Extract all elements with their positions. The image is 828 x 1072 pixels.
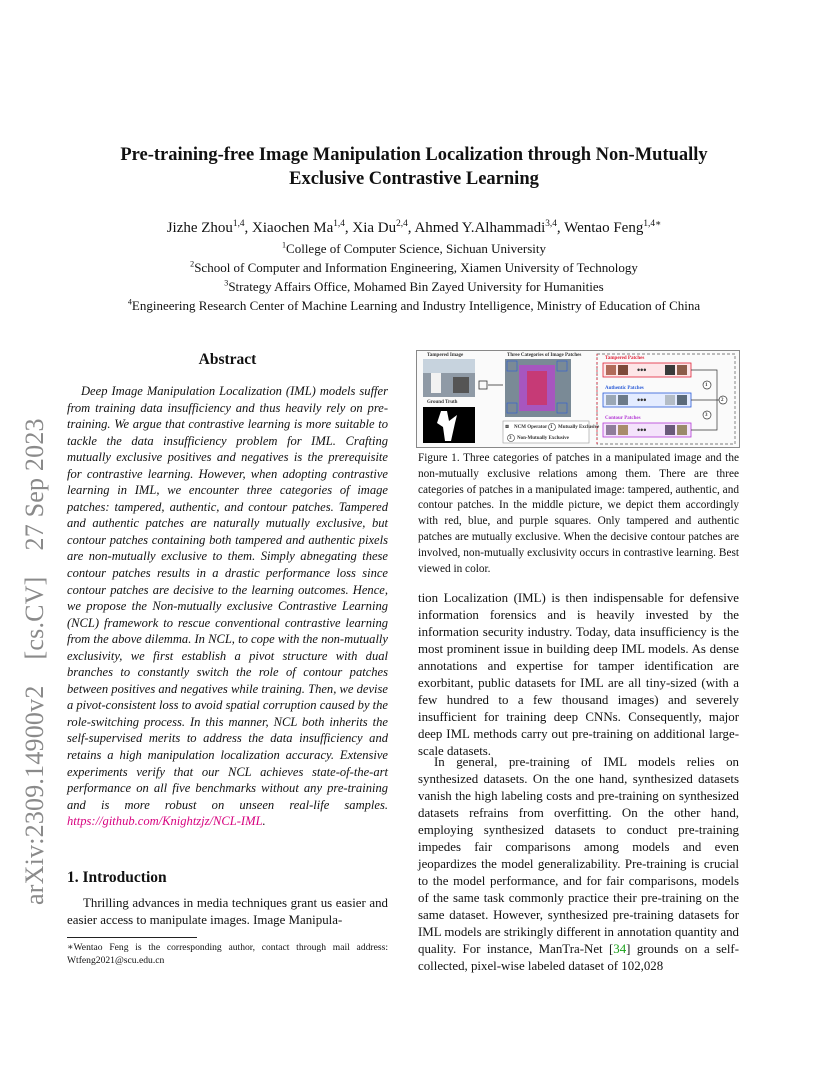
fig-dots-tampered: ••• [637, 365, 647, 375]
figure-1-diagram [417, 351, 739, 447]
fig-dots-contour: ••• [637, 425, 647, 435]
fig-label-non-mutually-exclusive: Non-Mutually Exclusive [517, 436, 569, 441]
author: Xiaochen Ma$^{1,4}$, [252, 219, 353, 236]
abstract-text: Deep Image Manipulation Localization (IML) models suffer from training data insufficiency and thus heavily rely on pre-training. We argue that contrastive learning is more suitable to tackle the data insufficiency problem for IML. Crafting mutually exclusive positives and negatives is the prerequisite for contrastive learning. However, when adopting contrastive learning in IML, we encounter three categories of image patches: tampered, authentic, and contour patches. Tampered and authentic patches are naturally mutually exclusive, but contour patches containing both tampered and authentic pixels are non-mutually exclusive to them. Simply abnegating these contour patches results in a drastic performance loss since contour patches are decisive to the learning outcomes. Hence, we propose the Non-mutually exclusive Contrastive Learning (NCL) framework to rescue conventional contrastive learning from the above dilemma. In NCL, to cope with the non-mutually exclusivity, we first establish a pivot structure with dual branches to constantly switch the role of contour patches between positives and negatives while training. Then, we devise a pivot-consistent loss to avoid spatial corruption caused by the role-switching process. In this manner, NCL both inherits the self-supervised merits to address the data insufficiency and retains a high manipulation localization accuracy. Extensive experiments verify that our NCL achieves state-of-the-art performance on all five benchmarks without any pre-training and is more robust on unseen real-life samples. [67, 384, 388, 812]
author-list [60, 219, 768, 238]
fig-circled-1-legend: 1 [550, 424, 553, 430]
figure-1 [416, 350, 740, 448]
fig-label-three-categories: Three Categories of Image Patches [507, 353, 582, 358]
intro-paragraph-1: tion Localization (IML) is then indispensable for defensive information forensics and is heavily invested by the information security industry. Today, data insufficiency is the most prominent issue in building deep IML models. As dense annotations and expertise for tamper identification are exorbitant, public datasets for IML are all tiny-sized (with a few hundred to a few thousand images) and severely insufficient for training deep CNNs. Consequently, major deep IML methods carry out pre-training on additional large-scale datasets. [418, 591, 739, 758]
introduction-paragraph: Thrilling advances in media techniques grant us easier and easier access to manipulate images. Image Manipula- [67, 896, 388, 927]
author: Wentao Feng$^{1,4∗}$ [564, 219, 662, 236]
introduction-heading: 1. Introduction [67, 869, 167, 886]
fig-label-tampered-image: Tampered Image [427, 353, 464, 358]
arxiv-stamp [20, 392, 50, 905]
title-line-2: Exclusive Contrastive Learning [289, 169, 539, 189]
arxiv-category: [cs.CV] [20, 576, 49, 660]
abstract-heading: Abstract [198, 351, 257, 368]
fig-circled-3-legend: 3 [509, 435, 512, 441]
fig-label-contour-patches: Contour Patches [605, 416, 641, 421]
affiliation-1: $^1$College of Computer Science, Sichuan University [282, 240, 546, 256]
fig-circled-2: 2 [721, 397, 724, 403]
author: Ahmed Y.Alhammadi$^{3,4}$, [414, 219, 565, 236]
title-line-1: Pre-training-free Image Manipulation Localization through Non-Mutually [120, 145, 708, 165]
intro-paragraph-2: In general, pre-training of IML models relies on synthesized datasets. On the one hand, synthesized datasets vanish the high labeling costs and pre-training on synthesized datasets refrains from overfitting. On the other hand, employing synthesized datasets to conduct pre-training impedes fair comparisons among models and even jeopardizes the model generalizability. Pre-training is crucial to the model performance, and for fair comparisons, models of the same task commonly practice their pre-training on the same dataset. However, synthesized pre-training datasets for IML models are strikingly different in annotation quantity and quality. For instance, ManTra-Net [34] grounds on a self-collected, pixel-wise labeled dataset of 102,028 [418, 755, 739, 973]
fig-label-ground-truth: Ground Truth [427, 400, 458, 405]
fig-label-ncm-operator: NCM Operator [514, 425, 548, 430]
figure-1-caption: Figure 1. Three categories of patches in a manipulated image and the non-mutually exclusive relations among them. There are three categories of patches in a manipulated image: tampered, authentic, and contour patches. In the middle picture, we depict them accordingly with red, blue, and purple squares. Only tampered and authentic patches are mutually exclusive. When the decisive contour patches are involved, non-mutually exclusivity occurs in contrastive learning. Best viewed in color. [418, 452, 739, 575]
fig-x-mark-icon: ⊠ [505, 425, 510, 430]
code-link[interactable]: https://github.com/Knightzjz/NCL-IML [67, 814, 263, 829]
affiliation-2: $^2$School of Computer and Information Engineering, Xiamen University of Technology [190, 259, 638, 275]
paper-title [60, 143, 768, 191]
citation-34[interactable]: 34 [613, 942, 627, 956]
arxiv-id: arXiv:2309.14900v2 [20, 685, 49, 905]
arxiv-date: 27 Sep 2023 [20, 418, 49, 551]
author: Xia Du$^{2,4}$, [352, 219, 415, 236]
fig-label-tampered-patches: Tampered Patches [605, 356, 645, 361]
fig-label-mutually-exclusive: Mutually Exclusive [558, 425, 600, 430]
fig-circled-3: 3 [705, 412, 708, 418]
author: Jizhe Zhou$^{1,4}$, [166, 219, 253, 236]
fig-circled-1: 1 [705, 382, 708, 388]
footnote-rule [67, 937, 197, 938]
affiliation-3: $^3$Strategy Affairs Office, Mohamed Bin Zayed University for Humanities [224, 278, 604, 294]
fig-label-authentic-patches: Authentic Patches [605, 386, 644, 391]
affiliation-4: $^4$Engineering Research Center of Machine Learning and Industry Intelligence, Ministry of Education of China [127, 297, 701, 313]
fig-dots-authentic: ••• [637, 395, 647, 405]
footnote: ∗Wentao Feng is the corresponding author, contact through mail address: Wtfeng2021@scu.edu.cn [67, 942, 388, 966]
abstract-body: Deep Image Manipulation Localization (IML) models suffer from training data insufficiency and thus heavily rely on pre-training. We argue that contrastive learning is more suitable to tackle the data insufficiency problem for IML. Crafting mutually exclusive positives and negatives is the prerequisite for contrastive learning. However, when adopting contrastive learning in IML, we encounter three categories of image patches: tampered, authentic, and contour patches. Tampered and authentic patches are naturally mutually exclusive, but contour patches containing both tampered and authentic pixels are non-mutually exclusive to them. Simply abnegating these contour patches results in a drastic performance loss since contour patches are decisive to the learning outcomes. Hence, we propose the Non-mutually exclusive Contrastive Learning (NCL) framework to rescue conventional contrastive learning from the above dilemma. In NCL, to cope with the non-mutually exclusivity, we first establish a pivot structure with dual branches to constantly switch the role of contour patches between positives and negatives while training. Then, we devise a pivot-consistent loss to avoid spatial corruption caused by the role-switching process. In this manner, NCL both inherits the self-supervised merits to address the data insufficiency and retains a high manipulation localization accuracy. Extensive experiments verify that our NCL achieves state-of-the-art performance on all five benchmarks without any pre-training and is more robust on unseen real-life samples. https://github.com/Knightzjz/NCL-IML. [67, 384, 388, 829]
